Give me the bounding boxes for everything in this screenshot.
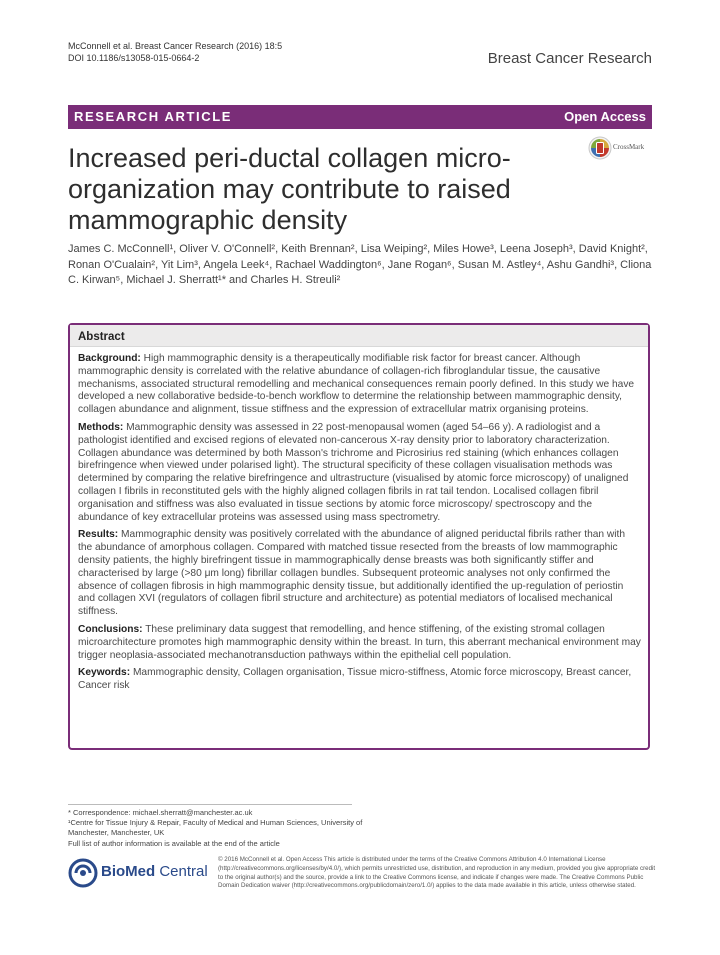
correspondence-note: * Correspondence: michael.sherratt@manchester.ac.uk: [68, 808, 253, 817]
keywords-label: Keywords:: [78, 667, 131, 679]
author-list: James C. McConnell¹, Oliver V. O'Connell², Keith Brennan², Lisa Weiping², Miles Howe³, Leena Joseph³, David Knight², Ronan O'Cualain², Yit Lim³, Angela Leek⁴, Rachael Waddington⁶, Jane Rogan⁶, Susan M. Astley⁴, Ashu Gandhi³, Cliona C. Kirwan⁵, Michael J. Sherratt¹* and Charles H. Streuli²: [68, 243, 652, 286]
doi-line: DOI 10.1186/s13058-015-0664-2: [68, 53, 200, 63]
methods-paragraph: [78, 422, 641, 524]
results-text: Mammographic density was positively correlated with the abundance of aligned periductal fibrils rather than with the abundance of amorphous collagen. Compared with matched tissue resected from the breasts of low mammographic density patients, the highly birefringent tissue in mammographically dense breasts was both significantly stiffer and characterised by large (>80 μm long) fibrillar collagen bundles. Subsequent proteomic analyses not only confirmed the absence of collagen fibrosis in high mammographic density tissue, but additionally identified the up-regulation of periostin and collagen XVI (regulators of collagen fibril structure and architecture) as potential mediators of localised mechanical stiffness.: [78, 529, 626, 618]
crossmark-label: CrossMark: [613, 143, 645, 151]
background-text: High mammographic density is a therapeutically modifiable risk factor for breast cancer. Although mammographic density is correlated with the relative abundance of collagen-rich fibroglandular tissue, the causative mechanisms, associated structural remodelling and mechanical consequences remain poorly defined. In this study we have developed a new collaborative bedside-to-bench workflow to determine the relationship between mammographic density, collagen abundance and alignment, tissue stiffness and the expression of extracellular matrix organising proteins.: [78, 353, 635, 416]
background-paragraph: [78, 353, 641, 417]
publisher-name-rest: Central: [155, 863, 208, 880]
footnote-divider: [68, 804, 352, 805]
conclusions-paragraph: [78, 624, 641, 662]
affiliation-note: ¹Centre for Tissue Injury & Repair, Faculty of Medical and Human Sciences, University of Manchester, Manchester, UK: [68, 818, 363, 838]
keywords-paragraph: [78, 667, 641, 693]
background-label: Background:: [78, 353, 141, 364]
methods-label: Methods:: [78, 421, 124, 433]
publisher-logo[interactable]: [68, 858, 208, 890]
methods-text: Mammographic density was assessed in 22 post-menopausal women (aged 54–66 y). A radiologist and a pathologist identified and excised regions of elevated non-cancerous X-ray density prior to laboratory characterization. Collagen abundance was determined by both Masson's trichrome and Picrosirius red staining (which enhances collagen birefringence when viewed under polarised light). The structural specificity of these collagen visualisation methods was determined by comparing the relative birefringence and ultrastructure (visualised by atomic force microscopy) of unaligned collagen I fibrils in reconstituted gels with the highly aligned collagen fibrils in rat tail tendon. Localised collagen fibril organisation and stiffness was also evaluated in tissue sections by atomic force microscopy/ spectroscopy and the abundance of key extracellular proteins was assessed using mass spectrometry.: [78, 421, 629, 523]
article-title: Increased peri-ductal collagen micro-organization may contribute to raised mammographic density: [68, 143, 511, 235]
conclusions-label: Conclusions:: [78, 623, 143, 635]
open-access-label: Open Access: [564, 109, 646, 124]
journal-name: Breast Cancer Research: [487, 50, 652, 67]
crossmark-badge[interactable]: [588, 136, 658, 162]
conclusions-text: These preliminary data suggest that remodelling, and hence stiffening, of the existing stromal collagen microarchitecture promotes high mammographic density within the breast. In turn, this aberrant mechanical environment may trigger neoplasia-associated mechanotransduction pathways within the epithelial cell population.: [78, 623, 641, 661]
publisher-name: [101, 863, 208, 880]
publisher-name-bold: BioMed: [101, 863, 156, 880]
citation-header: [68, 40, 282, 64]
license-text: © 2016 McConnell et al. Open Access This article is distributed under the terms of the Creative Commons Attribution 4.0 International License (http://creativecommons.org/licenses/by/4.0/), which permits unrestricted use, distribution, and reproduction in any medium, provided you give appropriate credit to the original author(s) and the source, provide a link to the Creative Commons license, and indicate if changes were made. The Creative Commons Public Domain Dedication waiver (http://creativecommons.org/publicdomain/zero/1.0/) applies to the data made available in this article, unless otherwise stated.: [218, 856, 656, 890]
article-type-banner: [68, 105, 652, 129]
citation-line: McConnell et al. Breast Cancer Research (2016) 18:5: [68, 41, 283, 51]
footnotes: [68, 808, 368, 849]
abstract-box: [68, 323, 650, 750]
abstract-heading: Abstract: [70, 325, 648, 347]
crossmark-icon: [588, 136, 612, 160]
abstract-body: [70, 347, 648, 693]
author-info-note: Full list of author information is available at the end of the article: [68, 838, 280, 848]
results-label: Results:: [78, 529, 119, 541]
article-type-label: RESEARCH ARTICLE: [74, 109, 233, 124]
keywords-text: Mammographic density, Collagen organisation, Tissue micro-stiffness, Atomic force microscopy, Breast cancer, Cancer risk: [78, 667, 632, 692]
biomed-central-logo-icon: [68, 858, 98, 888]
results-paragraph: [78, 529, 641, 619]
